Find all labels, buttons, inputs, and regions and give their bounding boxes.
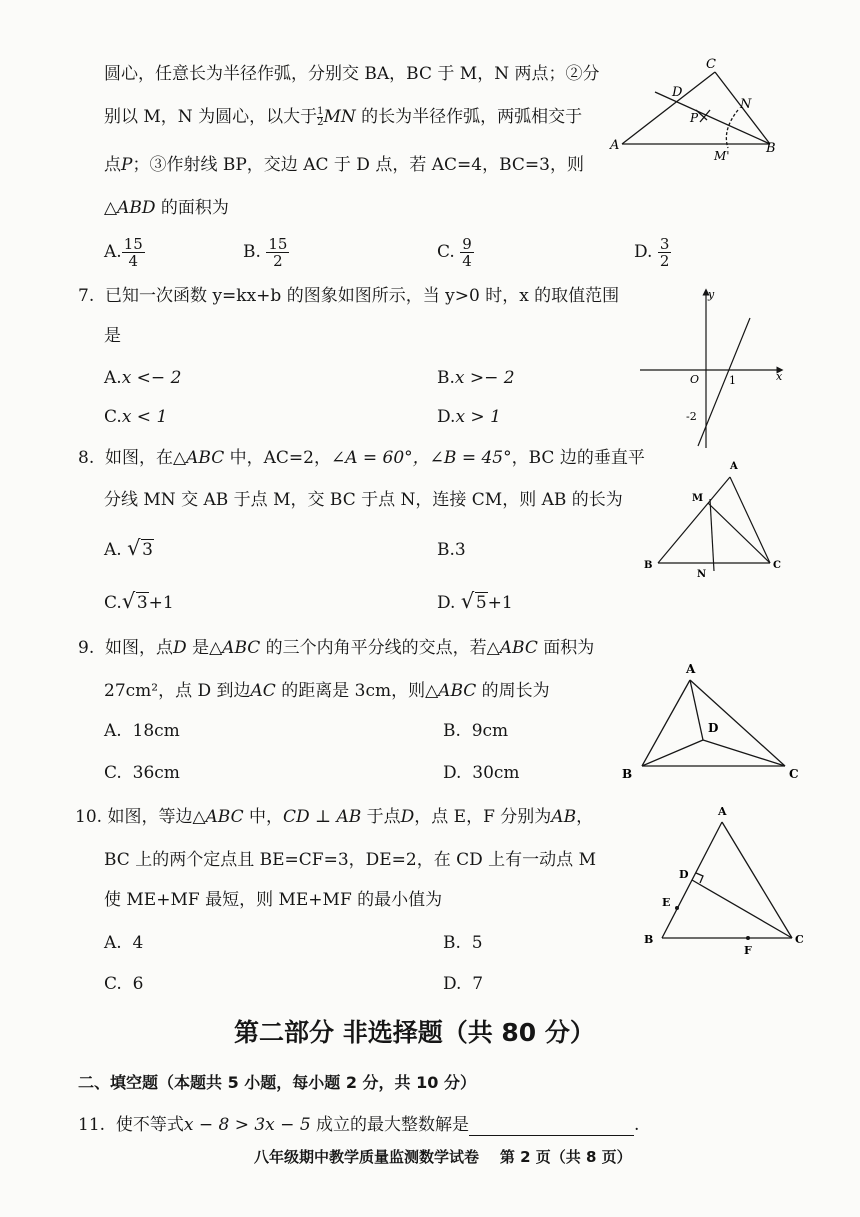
q7-option-a: A.x <− 2: [104, 368, 182, 388]
q10-label-e: E: [662, 896, 671, 909]
q8-segment-cm: [708, 503, 770, 563]
q6-figure: [610, 52, 790, 167]
q9-side-ac: [690, 680, 785, 766]
q6-option-b: B. $\frac{15}{2}$: [243, 235, 288, 270]
q10-line2: BC 上的两个定点且 BE=CF=3，DE=2，在 CD 上有一动点 M: [104, 850, 596, 870]
q9-option-a: A. 18cm: [104, 721, 180, 741]
q6-line3: 点P；③作射线 BP，交边 AC 于 D 点，若 AC=4，BC=3，则: [104, 155, 584, 175]
q10-label-f: F: [744, 944, 752, 957]
q8-option-a: A. √ 3: [104, 539, 154, 561]
footer-page: 第 2 页（共 8 页）: [499, 1148, 632, 1166]
q9-label-a: A: [686, 662, 696, 676]
q7-line2: 是: [104, 326, 121, 346]
q6-label-c: C: [706, 57, 716, 72]
q6-line4: △ABD 的面积为: [104, 198, 229, 218]
q8-label-n: N: [697, 569, 707, 580]
q9-option-b: B. 9cm: [443, 721, 509, 741]
q6-label-d: D: [672, 85, 683, 100]
q10-option-a: A. 4: [104, 933, 144, 953]
q8-option-c: C.√ 3+1: [104, 592, 174, 614]
q10-figure: [640, 800, 812, 960]
q10-label-d: D: [679, 868, 689, 881]
q10-point-e: [675, 906, 679, 910]
footer-title: 八年级期中教学质量监测数学试卷: [254, 1148, 480, 1166]
q6-label-m: M': [714, 149, 730, 163]
q7-label-minus-two: -2: [686, 410, 697, 423]
q10-option-c: C. 6: [104, 974, 144, 994]
q8-side-ab: [658, 477, 730, 563]
q9-label-b: B: [622, 767, 633, 781]
part2-title: 第二部分 非选择题（共 80 分）: [234, 1018, 595, 1047]
q7-line1: 7. 已知一次函数 y=kx+b 的图象如图所示，当 y>0 时，x 的取值范围: [78, 286, 620, 306]
q8-option-d: D. √ 5+1: [437, 592, 513, 614]
q6-option-c: C. $\frac{9}{4}$: [437, 235, 472, 270]
q9-bisector-a: [690, 680, 703, 740]
q6-line1: 圆心，任意长为半径作弧，分别交 BA，BC 于 M，N 两点；②分: [104, 64, 600, 84]
section2-title: 二、填空题（本题共 5 小题，每小题 2 分，共 10 分）: [78, 1073, 476, 1092]
q11-line: 11. 使不等式x − 8 > 3x − 5 成立的最大整数解是 .: [78, 1115, 640, 1135]
q8-line1: 8. 如图，在△ABC 中，AC=2，∠A = 60°，∠B = 45°，BC 边的垂直平: [78, 448, 645, 468]
q10-segment-cd: [692, 880, 792, 938]
q9-line1: 9. 如图，点D 是△ABC 的三个内角平分线的交点，若△ABC 面积为: [78, 638, 595, 658]
q8-side-ac: [730, 477, 770, 563]
q9-option-c: C. 36cm: [104, 763, 180, 783]
q8-label-b: B: [644, 560, 653, 571]
q6-half-fraction: $\frac{1}{2}$: [317, 106, 324, 128]
q10-option-b: B. 5: [443, 933, 483, 953]
q7-label-one: 1: [729, 374, 736, 387]
q8-figure: [640, 455, 800, 585]
q7-figure: [640, 288, 790, 450]
q6-line2: 别以 M，N 为圆心，以大于 $\frac{1}{2}$ MN 的长为半径作弧，两弧相交于: [104, 106, 583, 128]
q6-label-a: A: [610, 138, 620, 153]
q7-option-b: B.x >− 2: [437, 368, 515, 388]
q6-option-d: D. $\frac{3}{2}$: [634, 235, 670, 270]
q8-label-a: A: [730, 461, 738, 472]
q8-line2: 分线 MN 交 AB 于点 M，交 BC 于点 N，连接 CM，则 AB 的长为: [104, 490, 623, 510]
q8-option-b: B.3: [437, 540, 466, 560]
q6-side-ac: [622, 72, 715, 144]
q7-label-y: y: [708, 288, 715, 301]
q9-side-ab: [642, 680, 690, 766]
q7-option-d: D.x > 1: [437, 407, 501, 427]
q9-bisector-b: [642, 740, 703, 766]
q8-bisector-mn: [710, 499, 714, 571]
q10-label-c: C: [795, 933, 804, 946]
q9-label-d: D: [708, 721, 719, 735]
q10-point-f: [746, 936, 750, 940]
q7-option-c: C.x < 1: [104, 407, 168, 427]
q8-label-c: C: [773, 560, 781, 571]
q10-line3: 使 ME+MF 最短，则 ME+MF 的最小值为: [104, 890, 443, 910]
q6-label-n: N: [740, 97, 752, 112]
q9-figure: [620, 660, 805, 785]
q7-label-origin: O: [690, 373, 700, 386]
q8-label-m: M: [692, 493, 704, 504]
q10-option-d: D. 7: [443, 974, 484, 994]
q10-side-ac: [722, 822, 792, 938]
footer: [254, 1146, 632, 1168]
q10-label-b: B: [644, 933, 654, 946]
q6-option-a: A. $\frac{15}{4}$: [104, 235, 143, 270]
q10-label-a: A: [718, 805, 727, 818]
q10-right-angle-mark: [696, 873, 703, 883]
q9-option-d: D. 30cm: [443, 763, 520, 783]
q9-label-c: C: [789, 767, 799, 781]
q7-label-x: x: [776, 370, 783, 383]
q9-bisector-c: [703, 740, 785, 766]
q10-line1: 10. 如图，等边△ABC 中，CD ⊥ AB 于点D，点 E，F 分别为AB，: [75, 807, 594, 827]
q11-answer-blank[interactable]: [469, 1117, 634, 1136]
q6-label-b: B: [766, 141, 776, 156]
q9-line2: 27cm²，点 D 到边AC 的距离是 3cm，则△ABC 的周长为: [104, 681, 550, 701]
q6-label-p: P: [690, 111, 699, 125]
